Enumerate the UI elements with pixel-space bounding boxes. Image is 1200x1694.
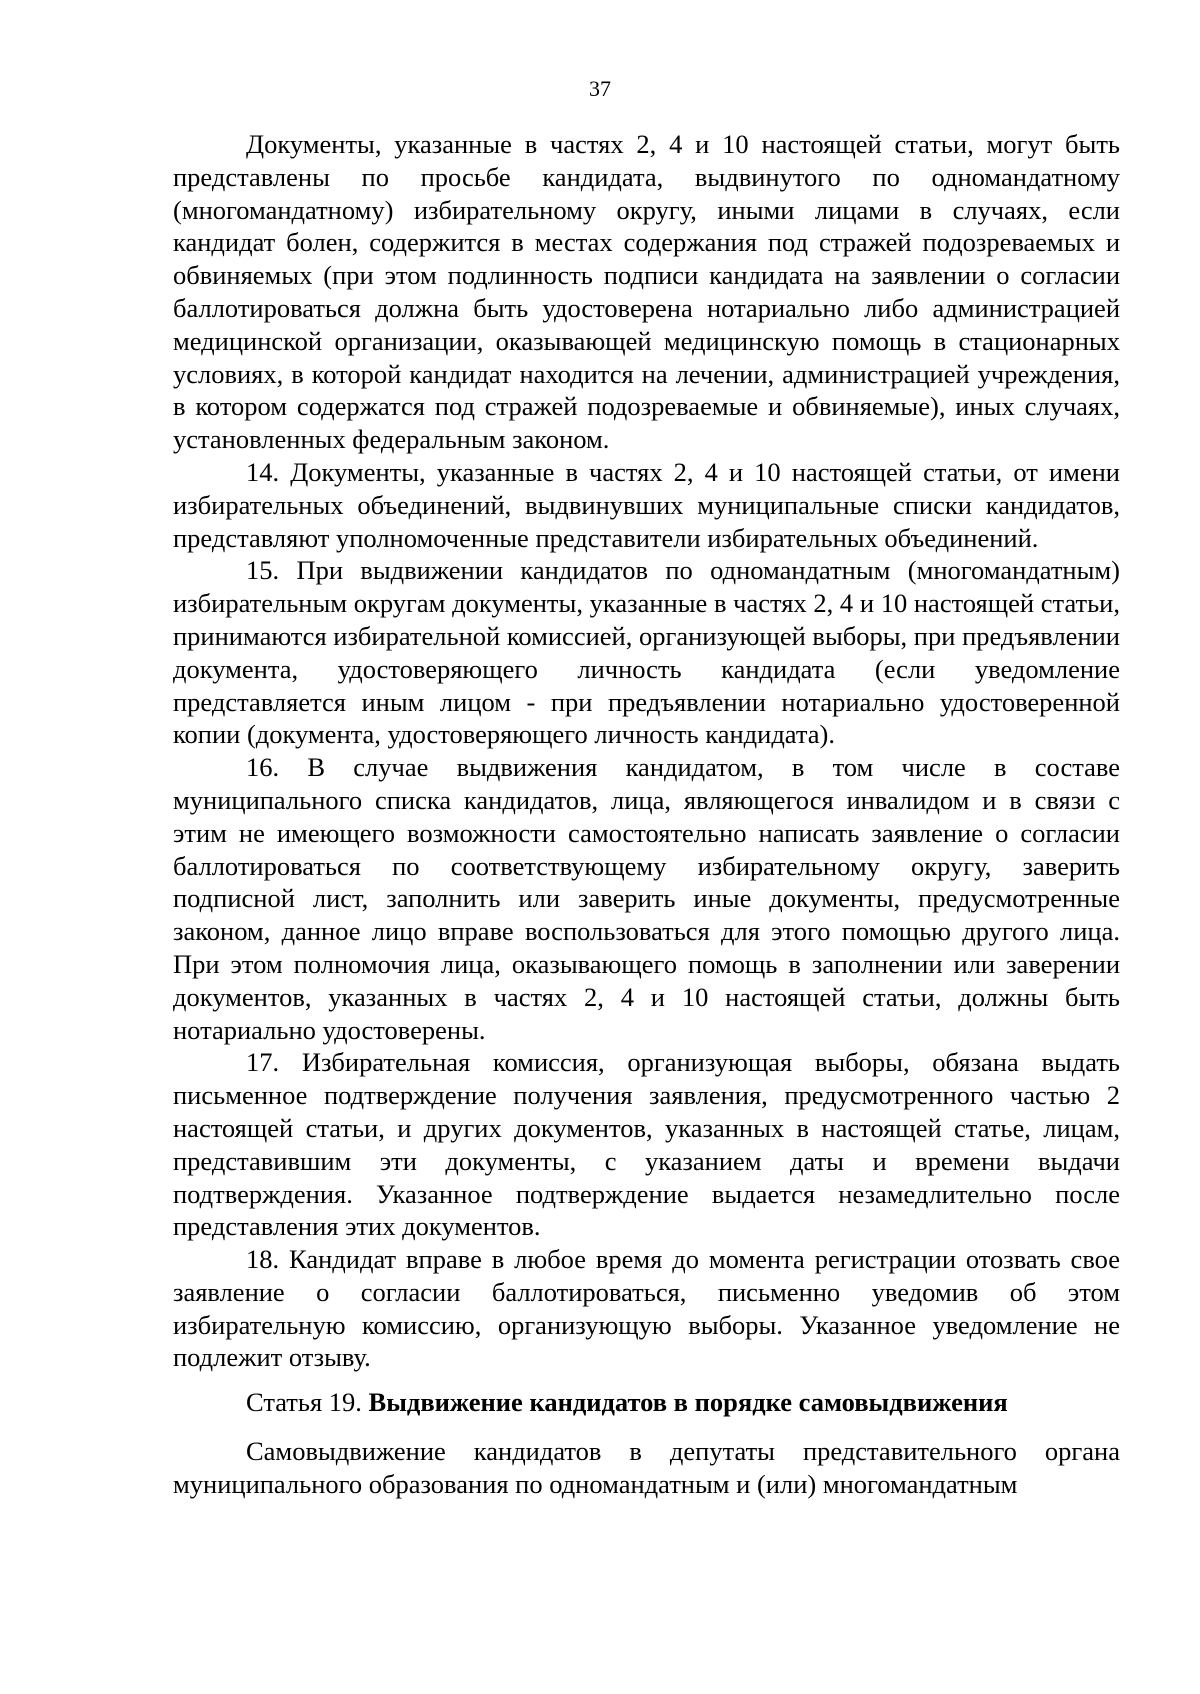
- paragraph-16: 16. В случае выдвижения кандидатом, в том числе в составе муниципального списка кандидатов, лица, являющегося инвалидом и в связи с этим не имеющего возможности самостоятельно написать заявление о согласии баллотироваться по соответствующему избирательному округу, заверить подписной лист, заполнить или заверить иные документы, предусмотренные законом, данное лицо вправе воспользоваться для этого помощью другого лица. При этом полномочия лица, оказывающего помощь в заполнении или заверении документов, указанных в частях 2, 4 и 10 настоящей статьи, должны быть нотариально удостоверены.: [173, 752, 1120, 1045]
- paragraph-15: 15. При выдвижении кандидатов по одномандатным (многомандатным) избирательным округам документы, указанные в частях 2, 4 и 10 настоящей статьи, принимаются избирательной комиссией, организующей выборы, при предъявлении документа, удостоверяющего личность кандидата (если уведомление представляется иным лицом - при предъявлении нотариально удостоверенной копии (документа, удостоверяющего личность кандидата).: [173, 555, 1120, 750]
- paragraph-documents-by-others: Документы, указанные в частях 2, 4 и 10 настоящей статьи, могут быть представлены по просьбе кандидата, выдвинутого по одномандатному (многомандатному) избирательному округу, иными лицами в случаях, если кандидат болен, содержится в местах содержания под стражей подозреваемых и обвиняемых (при этом подлинность подписи кандидата на заявлении о согласии баллотироваться должна быть удостоверена нотариально либо администрацией медицинской организации, оказывающей медицинскую помощь в стационарных условиях, в которой кандидат находится на лечении, администрацией учреждения, в котором содержатся под стражей подозреваемые и обвиняемые), иных случаях, установленных федеральным законом.: [173, 129, 1120, 455]
- paragraph-17: 17. Избирательная комиссия, организующая выборы, обязана выдать письменное подтверждение получения заявления, предусмотренного частью 2 настоящей статьи, и других документов, указанных в настоящей статье, лицам, представившим эти документы, с указанием даты и времени выдачи подтверждения. Указанное подтверждение выдается незамедлительно после представления этих документов.: [173, 1047, 1120, 1242]
- page-number: 37: [589, 76, 611, 101]
- paragraph-article-19-intro: Самовыдвижение кандидатов в депутаты представительного органа муниципального образования по одномандатным и (или) многомандатным: [173, 1436, 1120, 1499]
- article-title: Выдвижение кандидатов в порядке самовыдвижения: [368, 1387, 1008, 1418]
- article-label: Статья 19.: [246, 1387, 362, 1418]
- article-19-heading: [173, 1386, 1120, 1419]
- paragraph-14: 14. Документы, указанные в частях 2, 4 и 10 настоящей статьи, от имени избирательных объединений, выдвинувших муниципальные списки кандидатов, представляют уполномоченные представители избирательных объединений.: [173, 456, 1120, 553]
- paragraph-18: 18. Кандидат вправе в любое время до момента регистрации отозвать свое заявление о согласии баллотироваться, письменно уведомив об этом избирательную комиссию, организующую выборы. Указанное уведомление не подлежит отзыву.: [173, 1244, 1120, 1373]
- document-body: [173, 128, 1120, 1501]
